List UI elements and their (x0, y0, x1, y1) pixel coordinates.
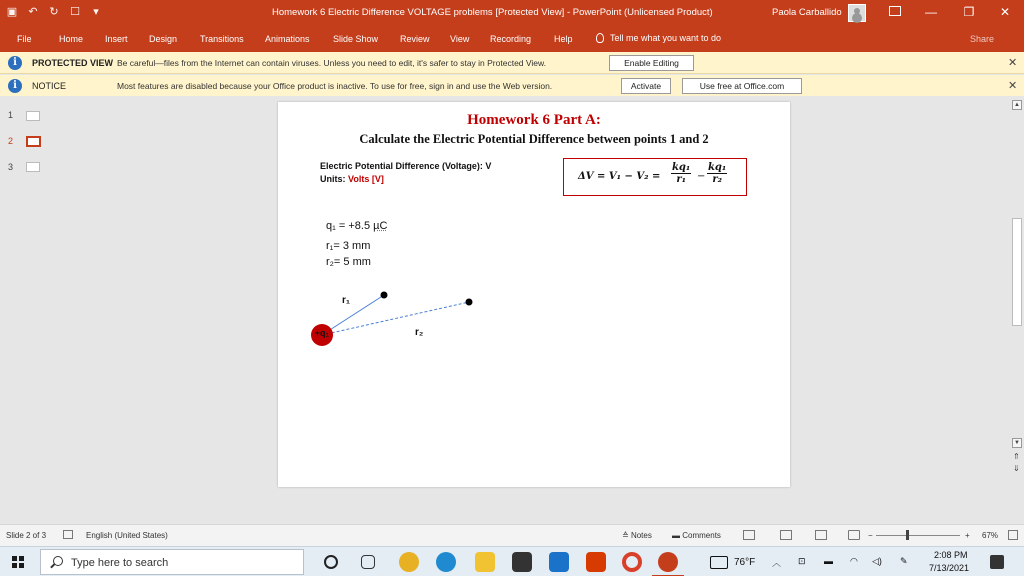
tab-file[interactable]: File (17, 34, 32, 44)
network-drive-icon[interactable]: ⊡ (798, 556, 806, 566)
notice-text: Most features are disabled because your Office product is inactive. To use for free, sign in and use the Web version. (117, 81, 553, 91)
slide-counter: Slide 2 of 3 (6, 531, 47, 540)
quick-access-toolbar (6, 5, 102, 18)
wifi-icon[interactable]: ◠ (850, 556, 858, 566)
store-icon[interactable] (512, 552, 532, 572)
protected-view-text: Be careful—files from the Internet can contain viruses. Unless you need to edit, it's safer to stay in Protected View. (117, 58, 547, 68)
powerpoint-icon[interactable] (658, 552, 678, 572)
notifications-icon[interactable] (990, 555, 1004, 569)
fraction-2-denominator: r₂ (712, 174, 722, 185)
use-free-button[interactable]: Use free at Office.com (682, 78, 802, 94)
avatar[interactable] (848, 4, 866, 22)
definition-text: Electric Potential Difference (Voltage): V (320, 161, 492, 171)
tab-help[interactable]: Help (554, 34, 573, 44)
title-bar (0, 0, 1024, 26)
taskbar (0, 546, 1024, 576)
scrollbar-thumb[interactable] (1012, 218, 1022, 326)
zoom-in-button[interactable]: + (965, 531, 970, 540)
window-title: Homework 6 Electric Difference VOLTAGE problems [Protected View] - PowerPoint (Unlicensed Product) (272, 7, 713, 18)
mail-icon[interactable] (549, 552, 569, 572)
r2-label: r₂ (415, 327, 424, 338)
r2-value: r₂= 5 mm (326, 256, 371, 268)
vertical-scrollbar[interactable] (1010, 96, 1024, 524)
task-view-icon[interactable] (361, 555, 375, 569)
thumbnail-number: 2 (8, 136, 14, 146)
zoom-slider-thumb[interactable] (906, 530, 909, 540)
cortana-icon[interactable] (324, 555, 338, 569)
comments-button[interactable]: ▬ Comments (672, 531, 721, 540)
fraction-1-denominator: r₁ (676, 174, 686, 185)
fraction-2-numerator: kq₁ (708, 162, 727, 173)
user-name[interactable]: Paola Carballido (772, 7, 842, 18)
scroll-up-icon[interactable]: ▲ (1012, 100, 1022, 110)
save-icon[interactable]: ▣ (6, 6, 18, 18)
scroll-down-icon[interactable]: ▼ (1012, 438, 1022, 448)
file-explorer-icon[interactable] (475, 552, 495, 572)
previous-slide-icon[interactable]: ⇑ (1013, 452, 1020, 461)
pen-icon[interactable]: ✎ (900, 556, 908, 566)
slide-title: Homework 6 Part A: (467, 112, 601, 128)
reading-view-icon[interactable] (815, 530, 827, 540)
clock-time[interactable]: 2:08 PM (934, 550, 968, 560)
minimize-button[interactable]: — (925, 5, 937, 19)
enable-editing-button[interactable]: Enable Editing (609, 55, 694, 71)
spelling-check-icon[interactable] (63, 530, 73, 539)
notes-button[interactable]: ≙ Notes (622, 531, 652, 540)
r1-label: r₁ (342, 295, 351, 306)
notice-bar (0, 75, 1024, 97)
r1-value: r₁= 3 mm (326, 240, 371, 252)
slide-sorter-icon[interactable] (780, 530, 792, 540)
customize-qat-icon[interactable]: ▾ (93, 6, 99, 18)
undo-icon[interactable]: ↶ (28, 6, 38, 18)
protected-view-title: PROTECTED VIEW (32, 58, 114, 68)
ribbon-tabs (0, 26, 1024, 52)
charge-diagram (278, 102, 790, 487)
protected-view-bar (0, 52, 1024, 74)
tab-recording[interactable]: Recording (490, 34, 532, 44)
close-button[interactable]: ✕ (999, 5, 1011, 19)
zoom-out-button[interactable]: − (868, 531, 873, 540)
slide-thumbnail-3[interactable] (26, 162, 40, 172)
fit-to-window-icon[interactable] (1008, 530, 1018, 540)
formula-minus: − (697, 171, 706, 182)
activate-button[interactable]: Activate (621, 78, 671, 94)
info-icon: i (8, 56, 22, 70)
units-label: Units: (320, 174, 348, 184)
tab-design[interactable]: Design (149, 34, 178, 44)
clock-date[interactable]: 7/13/2021 (929, 563, 970, 573)
zoom-level[interactable]: 67% (982, 531, 999, 540)
close-icon[interactable]: ✕ (1008, 57, 1018, 69)
next-slide-icon[interactable]: ⇓ (1013, 464, 1020, 473)
ribbon-display-options-icon[interactable] (889, 6, 901, 16)
tell-me-label: Tell me what you want to do (610, 33, 722, 43)
notice-title: NOTICE (32, 81, 67, 91)
slide-subtitle: Calculate the Electric Potential Difference between points 1 and 2 (359, 132, 709, 146)
weather-temperature[interactable]: 76°F (734, 557, 756, 568)
zoom-slider[interactable] (876, 535, 960, 536)
restore-button[interactable]: ❐ (963, 5, 975, 19)
slide-thumbnail-2[interactable] (26, 136, 41, 147)
normal-view-icon[interactable] (743, 530, 755, 540)
windows-start-icon[interactable] (12, 556, 24, 568)
units-value: Volts [V] (348, 174, 384, 184)
search-placeholder: Type here to search (71, 557, 169, 569)
tab-home[interactable]: Home (59, 34, 84, 44)
fraction-1-numerator: kq₁ (672, 162, 691, 173)
language-indicator[interactable]: English (United States) (86, 531, 168, 540)
slide-thumbnails-pane (0, 96, 48, 524)
weather-icon[interactable] (710, 556, 728, 569)
close-icon[interactable]: ✕ (1008, 80, 1018, 92)
share-button[interactable]: Share (970, 34, 995, 44)
edge-icon[interactable] (436, 552, 456, 572)
taskbar-search-box[interactable] (40, 549, 304, 575)
chrome-icon[interactable] (399, 552, 419, 572)
tab-animations[interactable]: Animations (265, 34, 310, 44)
r2-line (322, 302, 469, 335)
point-1 (381, 292, 388, 299)
lightbulb-icon (596, 33, 604, 43)
charge-label: +q₁ (314, 328, 330, 338)
tell-me-search[interactable] (596, 33, 721, 43)
search-icon (53, 556, 63, 566)
tab-transitions[interactable]: Transitions (200, 34, 244, 44)
volume-icon[interactable]: ◁) (872, 556, 882, 566)
battery-icon[interactable]: ▬ (824, 556, 833, 566)
point-2 (466, 299, 473, 306)
slide-canvas[interactable] (278, 102, 790, 487)
tab-slide-show[interactable]: Slide Show (333, 34, 379, 44)
touch-mode-icon[interactable]: ☐ (70, 6, 80, 18)
charge-prefix: q₁ = +8.5 (326, 220, 374, 232)
redo-icon[interactable]: ↻ (49, 6, 59, 18)
tab-insert[interactable]: Insert (105, 34, 128, 44)
comments-label: Comments (682, 531, 721, 540)
info-icon: i (8, 79, 22, 93)
tab-view[interactable]: View (450, 34, 470, 44)
tray-expand-icon[interactable]: ︿ (772, 558, 782, 568)
slide-thumbnail-1[interactable] (26, 111, 40, 121)
tab-review[interactable]: Review (400, 34, 430, 44)
thumbnail-number: 3 (8, 162, 14, 172)
opera-icon[interactable] (622, 552, 642, 572)
status-bar (0, 524, 1024, 546)
charge-unit: µC (373, 220, 388, 232)
notes-label: Notes (630, 531, 652, 540)
slideshow-icon[interactable] (848, 530, 860, 540)
office-icon[interactable] (586, 552, 606, 572)
formula-lhs: ΔV = V₁ − V₂ = (578, 171, 661, 182)
thumbnail-number: 1 (8, 110, 14, 120)
